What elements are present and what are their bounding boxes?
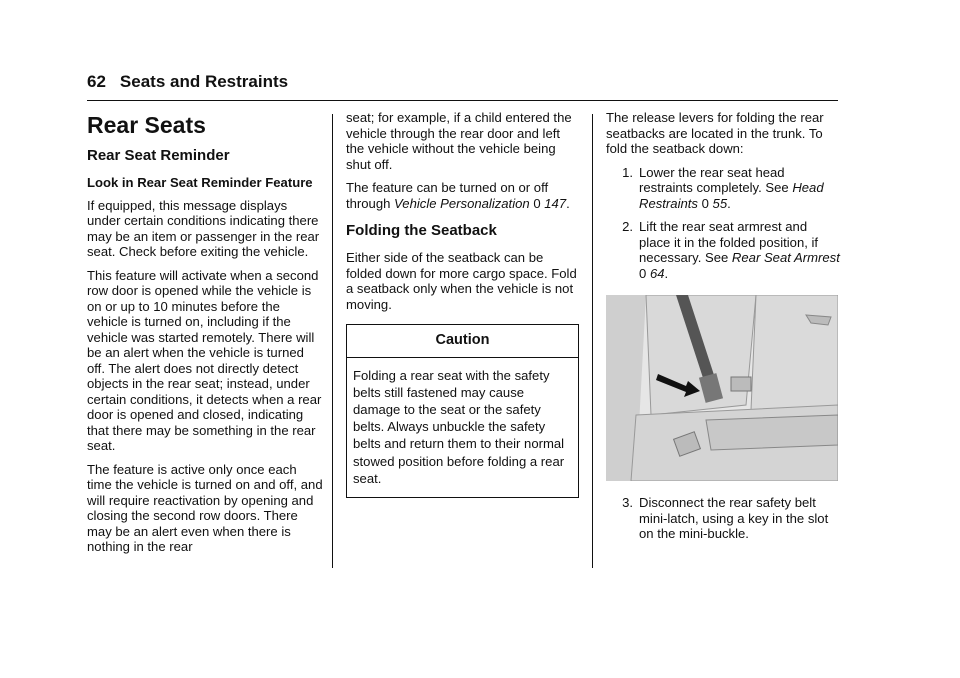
page-ref-icon: 0 [533,195,541,211]
page-ref-icon: 0 [639,265,647,281]
steps-list [606,165,840,282]
paragraph: If equipped, this message displays under certain conditions indicating there may be an item or passenger in the rear seat. Check before exiting the vehicle. [87,197,320,259]
column-1 [87,110,323,563]
paragraph: Either side of the seatback can be folded down for more cargo space. Fold a seatback only when the vehicle is not moving. [346,250,577,312]
paragraph: The feature can be turned on or off through Vehicle Personalization 0 147. [346,180,570,211]
page-title: Rear Seats [87,112,206,138]
paragraph: The feature is active only once each time the vehicle is turned on and off, and will require reactivation by opening and closing the second row doors. There may be an alert even when there is nothing in the rear [87,461,323,554]
cross-reference-link[interactable]: Rear Seat Armrest [731,250,840,265]
list-item: 3. Disconnect the rear safety belt mini-latch, using a key in the slot on the mini-buckle. [622,495,829,541]
section-heading: Rear Seat Reminder [87,147,230,164]
rear-seat-illustration [606,295,838,481]
column-divider-1 [332,114,333,568]
list-item: 1. Lower the rear seat head restraints completely. See Head Restraints 0 55. [622,164,824,211]
page-number: 62 [87,72,106,91]
page-ref[interactable]: 147 [544,195,567,211]
caution-box [346,324,579,498]
caution-title: Caution [347,325,578,358]
cross-reference-link[interactable]: Head Restraints [639,180,824,211]
subsection-heading: Look in Rear Seat Reminder Feature [87,175,313,190]
cross-reference-link[interactable]: Vehicle Personalization [394,195,530,211]
page-ref[interactable]: 64 [649,265,665,281]
page-ref-icon: 0 [701,195,709,211]
column-3 [606,110,840,550]
header-divider [87,100,838,101]
paragraph: seat; for example, if a child entered the vehicle through the rear door and left the vehicle without the vehicle being shut off. [346,110,572,172]
paragraph: This feature will activate when a second row door is opened while the vehicle is on or up to 10 minutes before the vehicle is turned on, including if the vehicle was started remotely. There will be an alert when the vehicle is turned off. The alert does not directly detect objects in the rear seat; instead, under certain conditions, it detects when a rear door is opened and closed, indicating that there may be something in the rear seat. [87,267,322,453]
column-2 [346,110,579,498]
paragraph: The release levers for folding the rear seatbacks are located in the trunk. To fold the seatback down: [606,110,824,156]
column-divider-2 [592,114,593,568]
page-header [87,72,288,92]
section-title: Seats and Restraints [119,72,289,91]
section-heading: Folding the Seatback [346,222,497,239]
caution-text: Folding a rear seat with the safety belts still fastened may cause damage to the seat or the safety belts. Always unbuckle the safety belts and return them to their normal stowed position before folding a rear seat. [353,367,565,486]
page-ref[interactable]: 55 [712,195,728,211]
list-item: 2. Lift the rear seat armrest and place it in the folded position, if necessary. See Rear Seat Armrest 0 64. [622,219,840,281]
